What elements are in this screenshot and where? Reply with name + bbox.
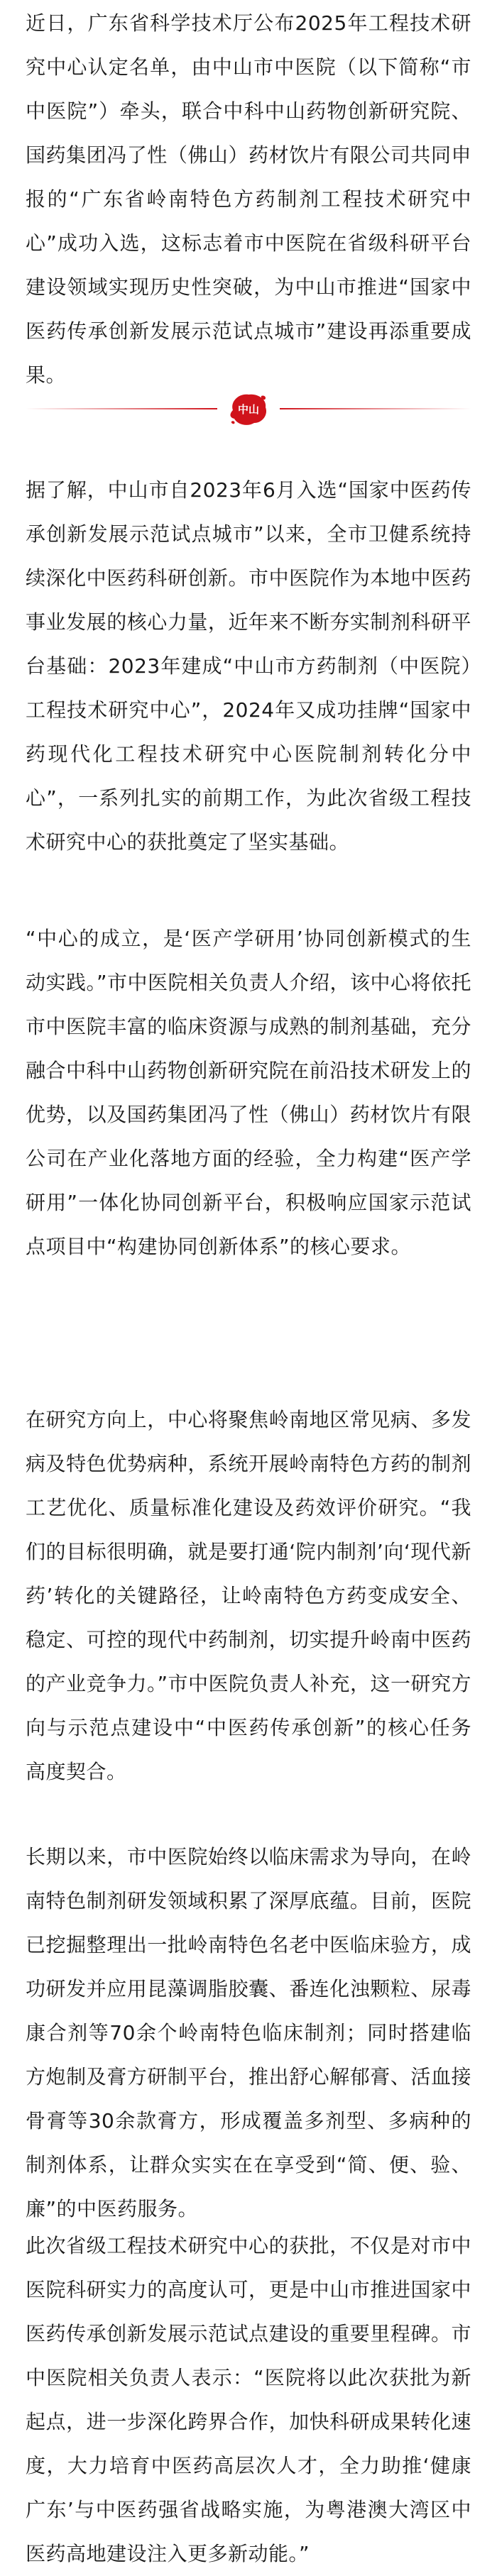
- divider-line-right: [280, 408, 471, 409]
- article-paragraph-2: 据了解，中山市自2023年6月入选“国家中医药传承创新发展示范试点城市”以来，全市卫健系统持续深化中医药科研创新。市中医院作为本地中医药事业发展的核心力量，近年来不断夯实制剂科研平台基础：2023年建成“中山市方药制剂（中医院）工程技术研究中心”，2024年又成功挂牌“国家中药现代化工程技术研究中心医院制剂转化分中心”，一系列扎实的前期工作，为此次省级工程技术研究中心的获批奠定了坚实基础。: [26, 478, 471, 854]
- section-divider: [26, 389, 471, 429]
- article-paragraph-5: 长期以来，市中医院始终以临床需求为导向，在岭南特色制剂研发领域积累了深厚底蕴。目前，医院已挖掘整理出一批岭南特色名老中医临床验方，成功研发并应用昆藻调脂胶囊、番连化浊颗粒、尿毒康合剂等70余个岭南特色临床制剂；同时搭建临方炮制及膏方研制平台，推出舒心解郁膏、活血接骨膏等30余款膏方，形成覆盖多剂型、多病种的制剂体系，让群众实实在在享受到“简、便、验、廉”的中医药服务。: [26, 1845, 471, 2220]
- divider-line-left: [26, 408, 217, 409]
- article-paragraph-4: 在研究方向上，中心将聚焦岭南地区常见病、多发病及特色优势病种，系统开展岭南特色方药的制剂工艺优化、质量标准化建设及药效评价研究。“我们的目标很明确，就是要打通‘院内制剂’向‘现代新药’转化的关键路径，让岭南特色方药变成安全、稳定、可控的现代中药制剂，切实提升岭南中医药的产业竞争力。”市中医院负责人补充，这一研究方向与示范点建设中“中医药传承创新”的核心任务高度契合。: [26, 1408, 472, 1783]
- article-paragraph-6: 此次省级工程技术研究中心的获批，不仅是对市中医院科研实力的高度认可，更是中山市推进国家中医药传承创新发展示范试点建设的重要里程碑。市中医院相关负责人表示：“医院将以此次获批为新起点，进一步深化跨界合作，加快科研成果转化速度，大力培育中医药高层次人才，全力助推‘健康广东’与中医药强省战略实施，为粤港澳大湾区中医药高地建设注入更多新动能。”: [26, 2234, 471, 2565]
- article-paragraph-1: 近日，广东省科学技术厅公布2025年工程技术研究中心认定名单，由中山市中医院（以下简称“市中医院”）牵头，联合中科中山药物创新研究院、国药集团冯了性（佛山）药材饮片有限公司共同申报的“广东省岭南特色方药制剂工程技术研究中心”成功入选，这标志着市中医院在省级科研平台建设领域实现历史性突破，为中山市推进“国家中医药传承创新发展示范试点城市”建设再添重要成果。: [26, 11, 471, 387]
- zhongshan-logo-badge: [226, 389, 271, 429]
- badge-logo-text: 中山: [237, 403, 260, 416]
- article-paragraph-3: “中心的成立，是‘医产学研用’协同创新模式的生动实践。”市中医院相关负责人介绍，该中心将依托市中医院丰富的临床资源与成熟的制剂基础，充分融合中科中山药物创新研究院在前沿技术研发上的优势，以及国药集团冯了性（佛山）药材饮片有限公司在产业化落地方面的经验，全力构建“医产学研用”一体化协同创新平台，积极响应国家示范试点项目中“构建协同创新体系”的核心要求。: [26, 927, 472, 1258]
